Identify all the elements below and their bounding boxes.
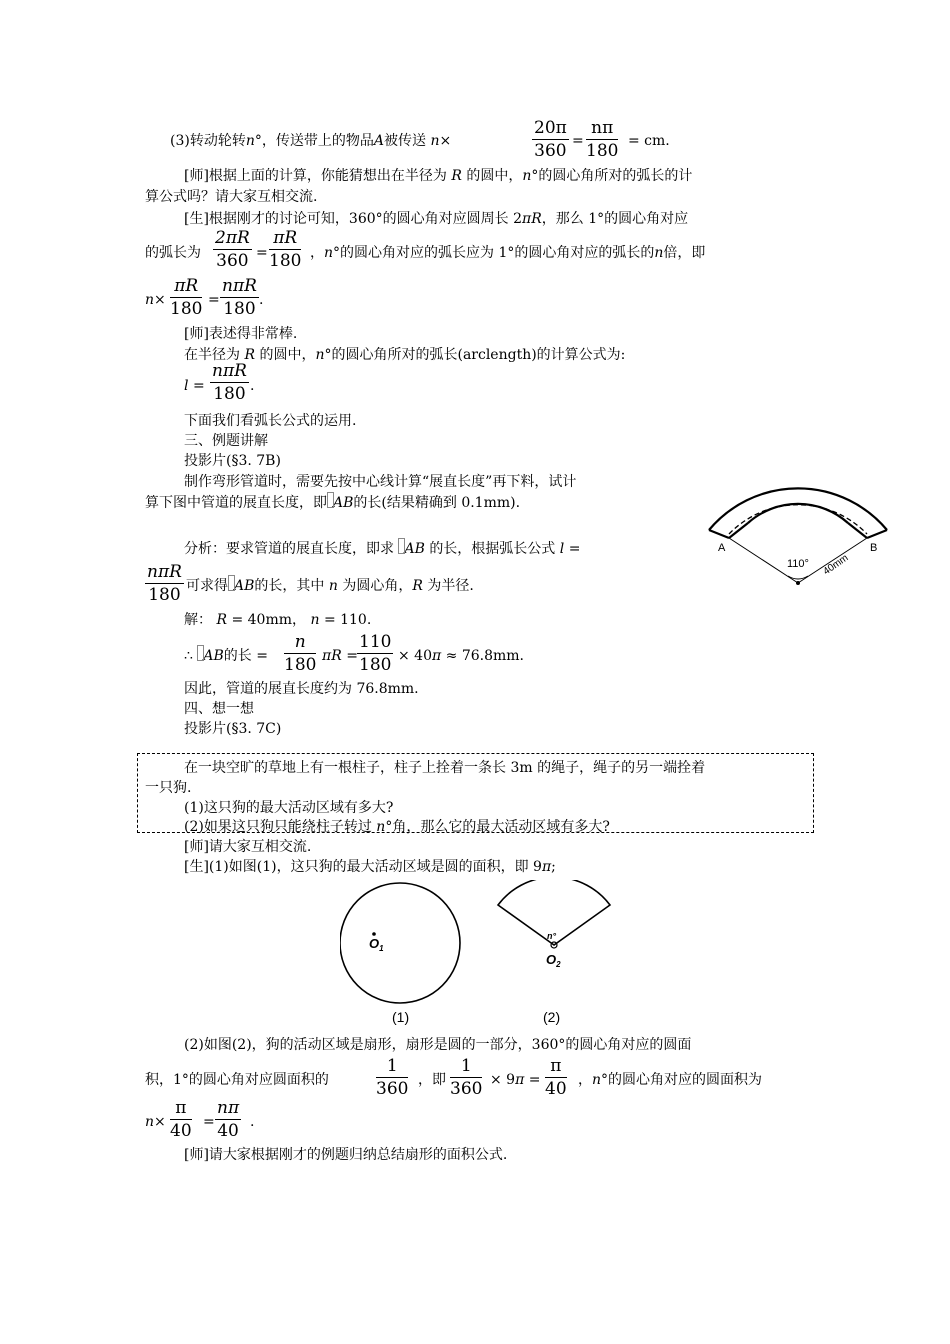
solution-piR: πR = xyxy=(322,648,358,664)
para2-line3: n× xyxy=(145,1114,166,1130)
pipe-centerline xyxy=(729,505,867,534)
angle-label: 110° xyxy=(787,558,809,570)
para2-line2a: 积，1°的圆心角对应圆面积的 xyxy=(145,1072,329,1088)
equals-sign: = xyxy=(572,133,584,149)
label-a: A xyxy=(718,542,726,554)
arc-length-formula-lhs: l = xyxy=(184,378,205,394)
pipe-diagram xyxy=(700,450,900,590)
fraction-npi-180: $\frac{n\pi}{180}$ xyxy=(586,118,619,161)
caption-2: (2) xyxy=(543,1009,561,1025)
para2-line2b: ，即 xyxy=(418,1072,446,1088)
fraction-2piR-360: $\frac{2\pi R}{360}$ xyxy=(215,228,250,271)
analysis-line2: 可求得 AB的长，其中 n 为圆心角，R 为半径. xyxy=(186,578,474,594)
formula-intro: 在半径为 R 的圆中，n°的圆心角所对的弧长(arclength)的计算公式为: xyxy=(184,347,626,363)
student-answer1: [生](1)如图(1)，这只狗的最大活动区域是圆的面积，即 9π; xyxy=(184,859,556,875)
label-o2: $O_2$ xyxy=(546,952,561,969)
label-o1: $O_1$ xyxy=(369,936,384,953)
student-reasoning-line2a: 的弧长为 xyxy=(145,245,201,261)
radius-label: 40mm xyxy=(821,552,851,578)
slide-label-b: 投影片(§3. 7B) xyxy=(184,453,281,469)
solution-line2-start: ∴ AB的长 = xyxy=(184,648,268,664)
equals-sign: = xyxy=(203,1114,215,1130)
period: . xyxy=(250,378,255,394)
problem-line2: 算下图中管道的展直长度，即 AB的长(结果精确到 0.1mm). xyxy=(145,495,521,511)
teacher-praise: [师]表述得非常棒. xyxy=(184,326,298,342)
fraction-arc-length: nπR 180 xyxy=(212,361,247,404)
pipe-center-point xyxy=(796,581,800,585)
fraction-1-360: $\frac{1}{360}$ xyxy=(376,1056,409,1099)
fraction-20pi-360: $\frac{20\pi}{360}$ xyxy=(534,118,567,161)
fraction-piR-180-b: $\frac{\pi R}{180}$ xyxy=(170,276,203,319)
analysis-line1: 分析：要求管道的展直长度，即求 AB 的长，根据弧长公式 l = xyxy=(184,541,581,557)
teacher-question-line1: [师]根据上面的计算，你能猜想出在半径为 R 的圆中，n°的圆心角所对的弧长的计 xyxy=(184,168,693,184)
fraction-piR-180: $\frac{\pi R}{180}$ xyxy=(269,228,302,271)
slide-label-c: 投影片(§3. 7C) xyxy=(184,721,282,737)
period: . xyxy=(259,292,264,308)
equals-sign: = xyxy=(256,245,268,261)
circle-sector-figures xyxy=(340,880,620,1030)
fraction-110-180: $\frac{110}{180}$ xyxy=(359,632,392,675)
sector-angle-label: n° xyxy=(547,931,557,941)
fraction-arc-formula: nπR 180 xyxy=(147,562,182,605)
para1-suffix: = cm. xyxy=(628,133,670,149)
para1-line: (3)转动轮转n°，传送带上的物品A被传送 n× xyxy=(170,133,452,149)
box-question1: (1)这只狗的最大活动区域有多大? xyxy=(184,800,394,816)
para2-line2c: × 9π = xyxy=(490,1072,541,1088)
period: . xyxy=(250,1114,255,1130)
para2-line2d: ，n°的圆心角对应的圆面积为 xyxy=(578,1072,763,1088)
fraction-pi-40-b: $\frac{\pi}{40}$ xyxy=(170,1098,192,1141)
full-circle xyxy=(340,883,460,1003)
pipe-inner-arc xyxy=(748,504,848,523)
teacher-discuss: [师]请大家互相交流. xyxy=(184,839,312,855)
fraction-pi-40: $\frac{\pi}{40}$ xyxy=(545,1056,567,1099)
solution-line1: 解： R = 40mm， n = 110. xyxy=(184,612,372,628)
teacher-summary: [师]请大家根据刚才的例题归纳总结扇形的面积公式. xyxy=(184,1147,508,1163)
caption-1: (1) xyxy=(392,1009,410,1025)
pipe-left-end xyxy=(709,530,729,538)
student-reasoning-line3: n× xyxy=(145,292,166,308)
problem-line1: 制作弯形管道时，需要先按中心线计算“展直长度”再下料，试计 xyxy=(184,474,577,490)
section-heading-3: 三、例题讲解 xyxy=(184,433,268,449)
fraction-npi-40: $\frac{n\pi}{40}$ xyxy=(217,1098,240,1141)
label-b: B xyxy=(870,542,878,554)
teacher-question-line2: 算公式吗？请大家互相交流. xyxy=(145,189,318,205)
pipe-right-end xyxy=(867,530,887,538)
next-text: 下面我们看弧长公式的运用. xyxy=(184,413,357,429)
para2-line1: (2)如图(2)，狗的活动区域是扇形，扇形是圆的一部分，360°的圆心角对应的圆面 xyxy=(184,1037,692,1053)
fraction-1-360-b: $\frac{1}{360}$ xyxy=(450,1056,483,1099)
solution-line2-end: × 40π ≈ 76.8mm. xyxy=(398,648,525,664)
fraction-n-180: $\frac{n}{180}$ xyxy=(284,632,317,675)
box-line2: 一只狗. xyxy=(145,780,192,796)
pipe-outer-arc xyxy=(709,488,887,530)
box-question2: (2)如果这只狗只能绕柱子转过 n°角，那么它的最大活动区域有多大? xyxy=(184,819,610,835)
section-heading-4: 四、想一想 xyxy=(184,701,254,717)
fraction-npiR-180: nπR 180 xyxy=(222,276,257,319)
box-line1: 在一块空旷的草地上有一根柱子，柱子上拴着一条长 3m 的绳子，绳子的另一端拴着 xyxy=(184,760,706,776)
equals-sign: = xyxy=(208,292,220,308)
student-reasoning-line2b: ，n°的圆心角对应的弧长应为 1°的圆心角对应的弧长的n倍，即 xyxy=(310,245,706,261)
student-reasoning-line1: [生]根据刚才的讨论可知，360°的圆心角对应圆周长 2πR，那么 1°的圆心角对应 xyxy=(184,211,689,227)
solution-conclusion: 因此，管道的展直长度约为 76.8mm. xyxy=(184,681,419,697)
